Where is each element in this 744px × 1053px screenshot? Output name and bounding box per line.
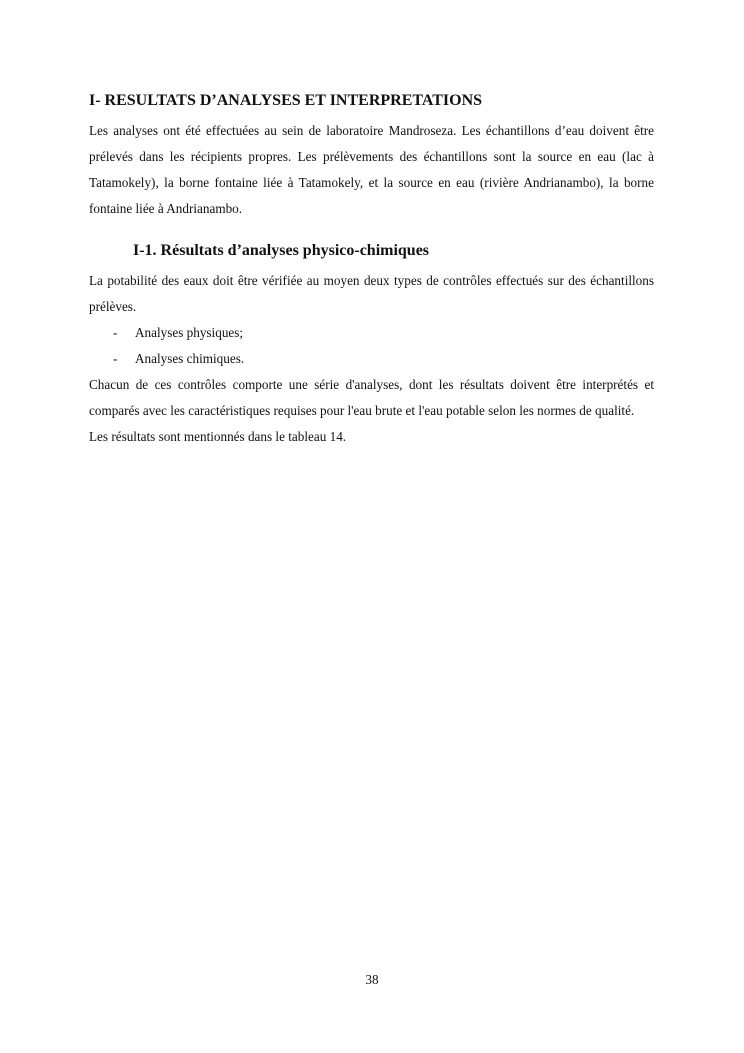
potability-paragraph: La potabilité des eaux doit être vérifiée au moyen deux types de contrôles effectués sur des échantillons prélèves.	[89, 273, 654, 314]
page-number: 38	[365, 972, 379, 987]
list-item	[89, 346, 654, 372]
page-content	[89, 90, 654, 450]
analysis-types-list	[89, 320, 654, 372]
list-item-text: Analyses chimiques.	[135, 351, 245, 366]
list-item	[89, 320, 654, 346]
results-reference-paragraph: Les résultats sont mentionnés dans le tableau 14.	[89, 429, 347, 444]
list-item-text: Analyses physiques;	[135, 325, 244, 340]
list-bullet-dash: -	[113, 325, 118, 340]
section-title: I- RESULTATS D’ANALYSES ET INTERPRETATIONS	[89, 92, 483, 109]
intro-paragraph: Les analyses ont été effectuées au sein de laboratoire Mandroseza. Les échantillons d’eau doivent être prélevés dans les récipients propres. Les prélèvements des échantillons sont la source en eau (lac à Tatamokely), la borne fontaine liée à Tatamokely, et la source en eau (rivière Andrianambo), la borne fontaine liée à Andrianambo.	[89, 123, 654, 216]
subsection-title: I-1. Résultats d’analyses physico-chimiques	[133, 242, 430, 259]
list-bullet-dash: -	[113, 351, 118, 366]
controls-paragraph: Chacun de ces contrôles comporte une série d'analyses, dont les résultats doivent être interprétés et comparés avec les caractéristiques requises pour l'eau brute et l'eau potable selon les normes de qualité.	[89, 377, 654, 418]
